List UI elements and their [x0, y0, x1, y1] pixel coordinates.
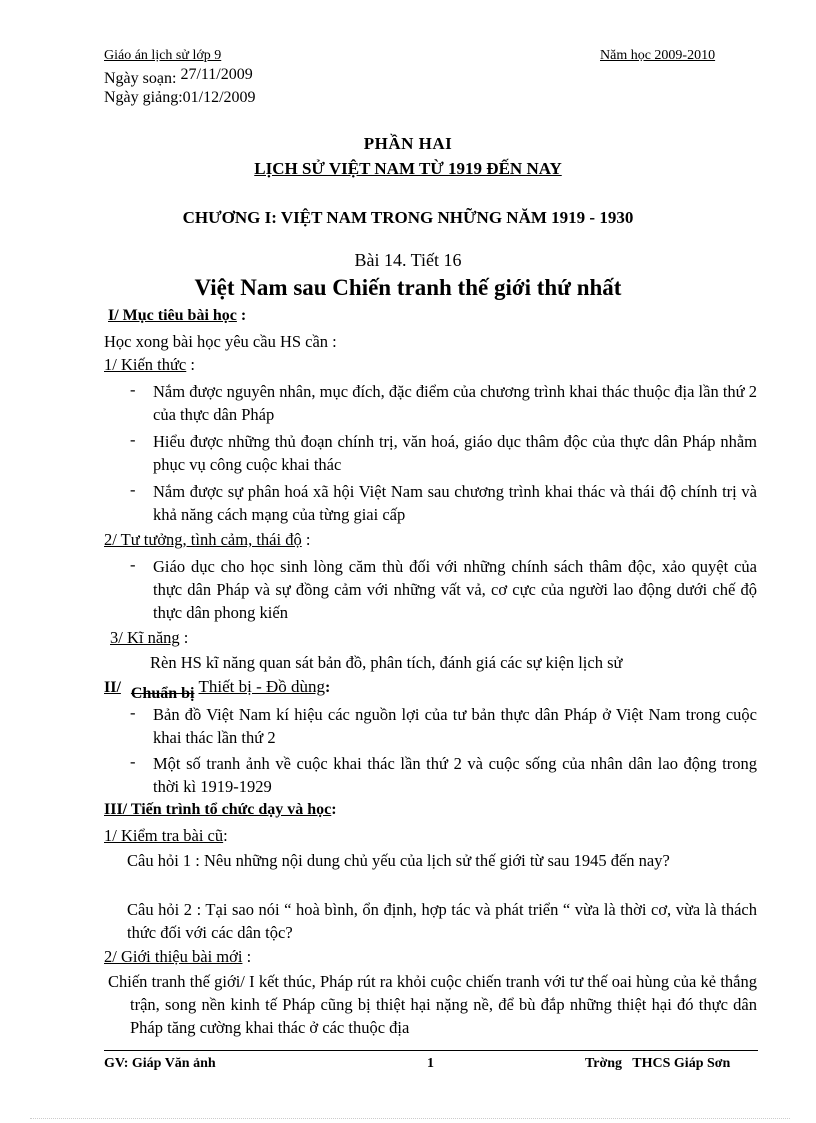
section-2-colon: : — [325, 679, 331, 696]
footer-rule — [104, 1050, 758, 1051]
bullet-dash: - — [130, 555, 136, 574]
review-question-2: Câu hỏi 2 : Tại sao nói “ hoà bình, ổn định, hợp tác và phát triển “ vừa là thời cơ, vừa là thách thức đối với các dân tộc? — [127, 900, 757, 942]
header-right: Năm học 2009-2010 — [600, 48, 716, 63]
section-2-prefix: II/ — [104, 679, 121, 696]
section-1-intro: Học xong bài học yêu cầu HS cần : — [104, 332, 337, 351]
knowledge-item: Nắm được nguyên nhân, mục đích, đặc điểm của chương trình khai thác thuộc địa lần thứ 2 của thực dân Pháp — [153, 382, 757, 424]
review-question-1: Câu hỏi 1 : Nêu những nội dung chủ yếu của lịch sử thế giới từ sau 1945 đến nay? — [127, 851, 670, 870]
section-2-struck: Chuẩn bị — [130, 685, 195, 702]
bullet-dash: - — [130, 703, 136, 722]
section-3-1-heading — [104, 824, 228, 847]
section-2-label: Thiết bị - Đồ dùng — [198, 677, 326, 696]
section-1-3-label: 3/ Kĩ năng — [110, 628, 180, 647]
section-1-2-colon: : — [301, 530, 311, 549]
bullet-dash: - — [130, 480, 136, 499]
section-1-3-heading — [110, 626, 188, 649]
section-3-2-colon: : — [242, 947, 252, 966]
equipment-item: Một số tranh ảnh về cuộc khai thác lần thứ 2 và cuộc sống của nhân dân lao động trong thời kì 1919-1929 — [153, 754, 757, 796]
section-1-1-colon: : — [186, 355, 195, 374]
page-number: 1 — [427, 1056, 434, 1071]
section-1-1-heading — [104, 353, 195, 376]
section-1-colon: : — [236, 307, 247, 324]
bullet-dash: - — [130, 380, 136, 399]
section-3-1-label: 1/ Kiểm tra bài cũ — [104, 826, 224, 845]
section-1-3-colon: : — [179, 628, 189, 647]
section-3-label: III/ Tiến trình tổ chức dạy và học — [104, 801, 332, 818]
lesson-number: Bài 14. Tiết 16 — [354, 250, 462, 270]
part-title: PHẦN HAI — [363, 134, 453, 153]
section-1-2-label: 2/ Tư tưởng, tình cảm, thái độ — [104, 530, 302, 549]
footer-school: Trờng THCS Giáp Sơn — [585, 1056, 731, 1071]
introduction-paragraph: Chiến tranh thế giới/ I kết thúc, Pháp rút ra khỏi cuộc chiến tranh với tư thế oai hùng của kẻ thắng trận, song nền kinh tế Pháp cũng bị thiệt hại nặng nề, để bù đắp những thiệt hại đó thực dân Pháp tăng cường khai thác ở các thuộc địa — [108, 972, 757, 1037]
section-3-colon: : — [331, 801, 337, 818]
chapter-title: CHƯƠNG I: VIỆT NAM TRONG NHỮNG NĂM 1919 - 1930 — [182, 208, 634, 227]
equipment-item: Bản đồ Việt Nam kí hiệu các nguồn lợi của tư bản thực dân Pháp ở Việt Nam trong cuộc khai thác lần thứ 2 — [153, 705, 757, 747]
section-1-heading — [108, 307, 246, 325]
part-subtitle: LỊCH SỬ VIỆT NAM TỪ 1919 ĐẾN NAY — [254, 159, 562, 178]
footer-teacher: GV: Giáp Văn ảnh — [104, 1056, 216, 1071]
section-2-heading — [104, 677, 331, 702]
bottom-divider — [30, 1118, 790, 1119]
introduction-text — [108, 970, 757, 1039]
section-3-heading — [104, 801, 337, 819]
bullet-dash: - — [130, 430, 136, 449]
knowledge-item: Nắm được sự phân hoá xã hội Việt Nam sau chương trình khai thác và thái độ chính trị và khả năng cách mạng của từng giai cấp — [153, 482, 757, 524]
bullet-dash: - — [130, 752, 136, 771]
prep-date-label: Ngày soạn: — [104, 70, 177, 87]
lesson-title: Việt Nam sau Chiến tranh thế giới thứ nhất — [194, 275, 622, 300]
section-1-1-label: 1/ Kiến thức — [104, 355, 187, 374]
attitude-item: Giáo dục cho học sinh lòng căm thù đối với những chính sách thâm độc, xảo quyệt của thực dân Pháp và sự đồng cảm với những vất vả, cơ cực của người lao động dưới chế độ thực dân phong kiến — [153, 557, 757, 622]
knowledge-item: Hiểu được những thủ đoạn chính trị, văn hoá, giáo dục thâm độc của thực dân Pháp nhằm phục vụ công cuộc khai thác — [153, 432, 757, 474]
prep-date-value: 27/11/2009 — [180, 66, 253, 83]
section-1-label: I/ Mục tiêu bài học — [108, 307, 237, 324]
teach-date: Ngày giảng:01/12/2009 — [104, 89, 256, 106]
section-3-2-heading — [104, 945, 251, 968]
section-3-1-colon: : — [223, 826, 228, 845]
header-left: Giáo án lịch sử lớp 9 — [104, 48, 222, 63]
section-3-2-label: 2/ Giới thiệu bài mới — [104, 947, 243, 966]
prep-date — [104, 66, 253, 88]
skills-text: Rèn HS kĩ năng quan sát bản đồ, phân tích, đánh giá các sự kiện lịch sử — [150, 653, 623, 672]
section-1-2-heading — [104, 528, 310, 551]
